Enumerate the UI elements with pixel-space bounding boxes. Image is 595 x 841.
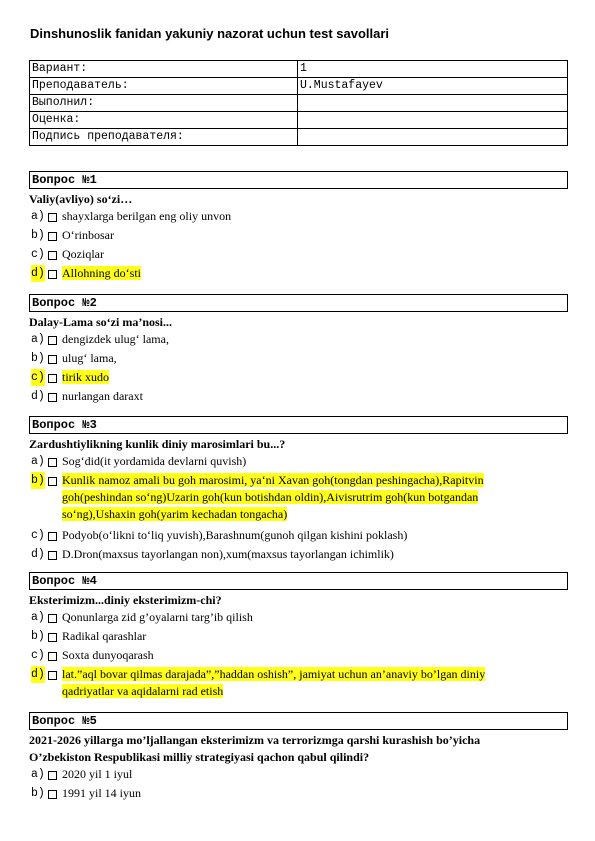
answer-option[interactable] bbox=[29, 350, 568, 369]
info-label: Преподаватель: bbox=[30, 78, 298, 95]
question-header: Вопрос №3 bbox=[29, 416, 568, 434]
option-letter: c) bbox=[31, 649, 45, 662]
answer-option[interactable] bbox=[29, 766, 568, 785]
page-title: Dinshunoslik fanidan yakuniy nazorat uchun test savollari bbox=[30, 26, 390, 41]
answer-option-correct[interactable] bbox=[29, 265, 568, 284]
checkbox-icon[interactable] bbox=[48, 355, 57, 364]
question-header: Вопрос №1 bbox=[29, 171, 568, 189]
info-value-field[interactable] bbox=[298, 112, 568, 129]
option-letter: c) bbox=[31, 371, 45, 384]
question-text-line: O’zbekiston Respublikasi milliy strategiyasi qachon qabul qilindi? bbox=[29, 750, 370, 764]
checkbox-icon[interactable] bbox=[48, 671, 57, 680]
question-header: Вопрос №5 bbox=[29, 712, 568, 730]
info-label: Оценка: bbox=[30, 112, 298, 129]
option-text: Qoziqlar bbox=[62, 247, 104, 261]
info-row-signature bbox=[30, 129, 568, 146]
checkbox-icon[interactable] bbox=[48, 652, 57, 661]
question-text: Eksterimizm...diniy eksterimizm-chi? bbox=[29, 593, 222, 607]
option-letter: b) bbox=[31, 630, 45, 643]
option-letter: d) bbox=[31, 548, 45, 561]
option-text: Sog‘did(it yordamida devlarni quvish) bbox=[62, 454, 247, 468]
question-text: Valiy(avliyo) so‘zi… bbox=[29, 192, 133, 206]
option-letter: a) bbox=[31, 768, 45, 781]
info-value-field[interactable] bbox=[298, 95, 568, 112]
answer-option[interactable] bbox=[29, 609, 568, 628]
info-row-performed bbox=[30, 95, 568, 112]
checkbox-icon[interactable] bbox=[48, 532, 57, 541]
answer-option[interactable] bbox=[29, 388, 568, 407]
checkbox-icon[interactable] bbox=[48, 213, 57, 222]
option-text-line: so‘ng),Ushaxin goh(yarim kechadan tongacha) bbox=[62, 507, 288, 521]
info-label: Выполнил: bbox=[30, 95, 298, 112]
option-text: D.Dron(maxsus tayorlangan non),xum(maxsus tayorlangan ichimlik) bbox=[62, 547, 394, 561]
info-label: Подпись преподавателя: bbox=[30, 129, 298, 146]
answer-option-correct[interactable] bbox=[29, 472, 568, 527]
option-text: tirik xudo bbox=[62, 370, 109, 384]
info-row-grade bbox=[30, 112, 568, 129]
checkbox-icon[interactable] bbox=[48, 771, 57, 780]
answer-option[interactable] bbox=[29, 527, 568, 546]
option-text: ulug‘ lama, bbox=[62, 351, 117, 365]
option-letter: c) bbox=[31, 529, 45, 542]
answer-option[interactable] bbox=[29, 628, 568, 647]
answer-option[interactable] bbox=[29, 208, 568, 227]
option-text: Allohning do‘sti bbox=[62, 266, 142, 280]
option-letter: b) bbox=[31, 229, 45, 242]
info-row-variant bbox=[30, 61, 568, 78]
checkbox-icon[interactable] bbox=[48, 270, 57, 279]
answer-option-correct[interactable] bbox=[29, 369, 568, 388]
checkbox-icon[interactable] bbox=[48, 374, 57, 383]
option-letter: b) bbox=[31, 474, 45, 487]
question-text: Dalay-Lama so‘zi ma’nosi... bbox=[29, 315, 172, 329]
option-text: shayxlarga berilgan eng oliy unvon bbox=[62, 209, 232, 223]
option-text: Soxta dunyoqarash bbox=[62, 648, 154, 662]
option-letter: a) bbox=[31, 611, 45, 624]
option-text-line: lat.”aql bovar qilmas darajada”,”haddan oshish”, jamiyat uchun an’anaviy bo’lgan diniy bbox=[62, 667, 486, 681]
info-value: U.Mustafayev bbox=[298, 78, 568, 95]
checkbox-icon[interactable] bbox=[48, 458, 57, 467]
question-1 bbox=[29, 171, 568, 284]
question-2 bbox=[29, 294, 568, 407]
option-letter: d) bbox=[31, 390, 45, 403]
question-text-line: 2021-2026 yillarga mo’ljallangan eksterimizm va terrorizmga qarshi kurashish bo’yicha bbox=[29, 733, 481, 747]
option-text: nurlangan daraxt bbox=[62, 389, 143, 403]
checkbox-icon[interactable] bbox=[48, 614, 57, 623]
info-row-teacher bbox=[30, 78, 568, 95]
question-header: Вопрос №4 bbox=[29, 572, 568, 590]
answer-option[interactable] bbox=[29, 546, 568, 565]
answer-option[interactable] bbox=[29, 785, 568, 804]
option-text: dengizdek ulug‘ lama, bbox=[62, 332, 169, 346]
checkbox-icon[interactable] bbox=[48, 336, 57, 345]
option-letter: d) bbox=[31, 267, 45, 280]
option-letter: a) bbox=[31, 333, 45, 346]
question-4 bbox=[29, 572, 568, 701]
info-value: 1 bbox=[298, 61, 568, 78]
info-value-field[interactable] bbox=[298, 129, 568, 146]
info-label: Вариант: bbox=[30, 61, 298, 78]
answer-option-correct[interactable] bbox=[29, 666, 568, 701]
option-letter: b) bbox=[31, 787, 45, 800]
option-letter: a) bbox=[31, 455, 45, 468]
question-text: Zardushtiylikning kunlik diniy marosimlari bu...? bbox=[29, 437, 286, 451]
answer-option[interactable] bbox=[29, 227, 568, 246]
option-letter: b) bbox=[31, 352, 45, 365]
option-letter: d) bbox=[31, 668, 45, 681]
checkbox-icon[interactable] bbox=[48, 232, 57, 241]
question-5 bbox=[29, 712, 568, 804]
answer-option[interactable] bbox=[29, 331, 568, 350]
option-text-line: qadriyatlar va aqidalarni rad etish bbox=[62, 684, 224, 698]
checkbox-icon[interactable] bbox=[48, 251, 57, 260]
checkbox-icon[interactable] bbox=[48, 551, 57, 560]
checkbox-icon[interactable] bbox=[48, 633, 57, 642]
question-text bbox=[29, 732, 568, 766]
option-text: 2020 yil 1 iyul bbox=[62, 767, 133, 781]
info-table bbox=[29, 60, 568, 146]
question-3 bbox=[29, 416, 568, 565]
question-header: Вопрос №2 bbox=[29, 294, 568, 312]
option-text: Radikal qarashlar bbox=[62, 629, 147, 643]
answer-option[interactable] bbox=[29, 647, 568, 666]
checkbox-icon[interactable] bbox=[48, 393, 57, 402]
option-text: O‘rinbosar bbox=[62, 228, 114, 242]
option-letter: c) bbox=[31, 248, 45, 261]
option-letter: a) bbox=[31, 210, 45, 223]
answer-option[interactable] bbox=[29, 453, 568, 472]
option-text: Podyob(o‘likni to‘liq yuvish),Barashnum(gunoh qilgan kishini poklash) bbox=[62, 528, 408, 542]
option-text: Qonunlarga zid g’oyalarni targ’ib qilish bbox=[62, 610, 253, 624]
option-text-line: goh(peshindan so‘ng)Uzarin goh(kun botishdan oldin),Aivisrutrim goh(kun botgandan bbox=[62, 490, 479, 504]
checkbox-icon[interactable] bbox=[48, 477, 57, 486]
checkbox-icon[interactable] bbox=[48, 790, 57, 799]
option-text-line: Kunlik namoz amali bu goh marosimi, ya‘ni Xavan goh(tongdan peshingacha),Rapitvin bbox=[62, 473, 484, 487]
answer-option[interactable] bbox=[29, 246, 568, 265]
option-text: 1991 yil 14 iyun bbox=[62, 786, 142, 800]
